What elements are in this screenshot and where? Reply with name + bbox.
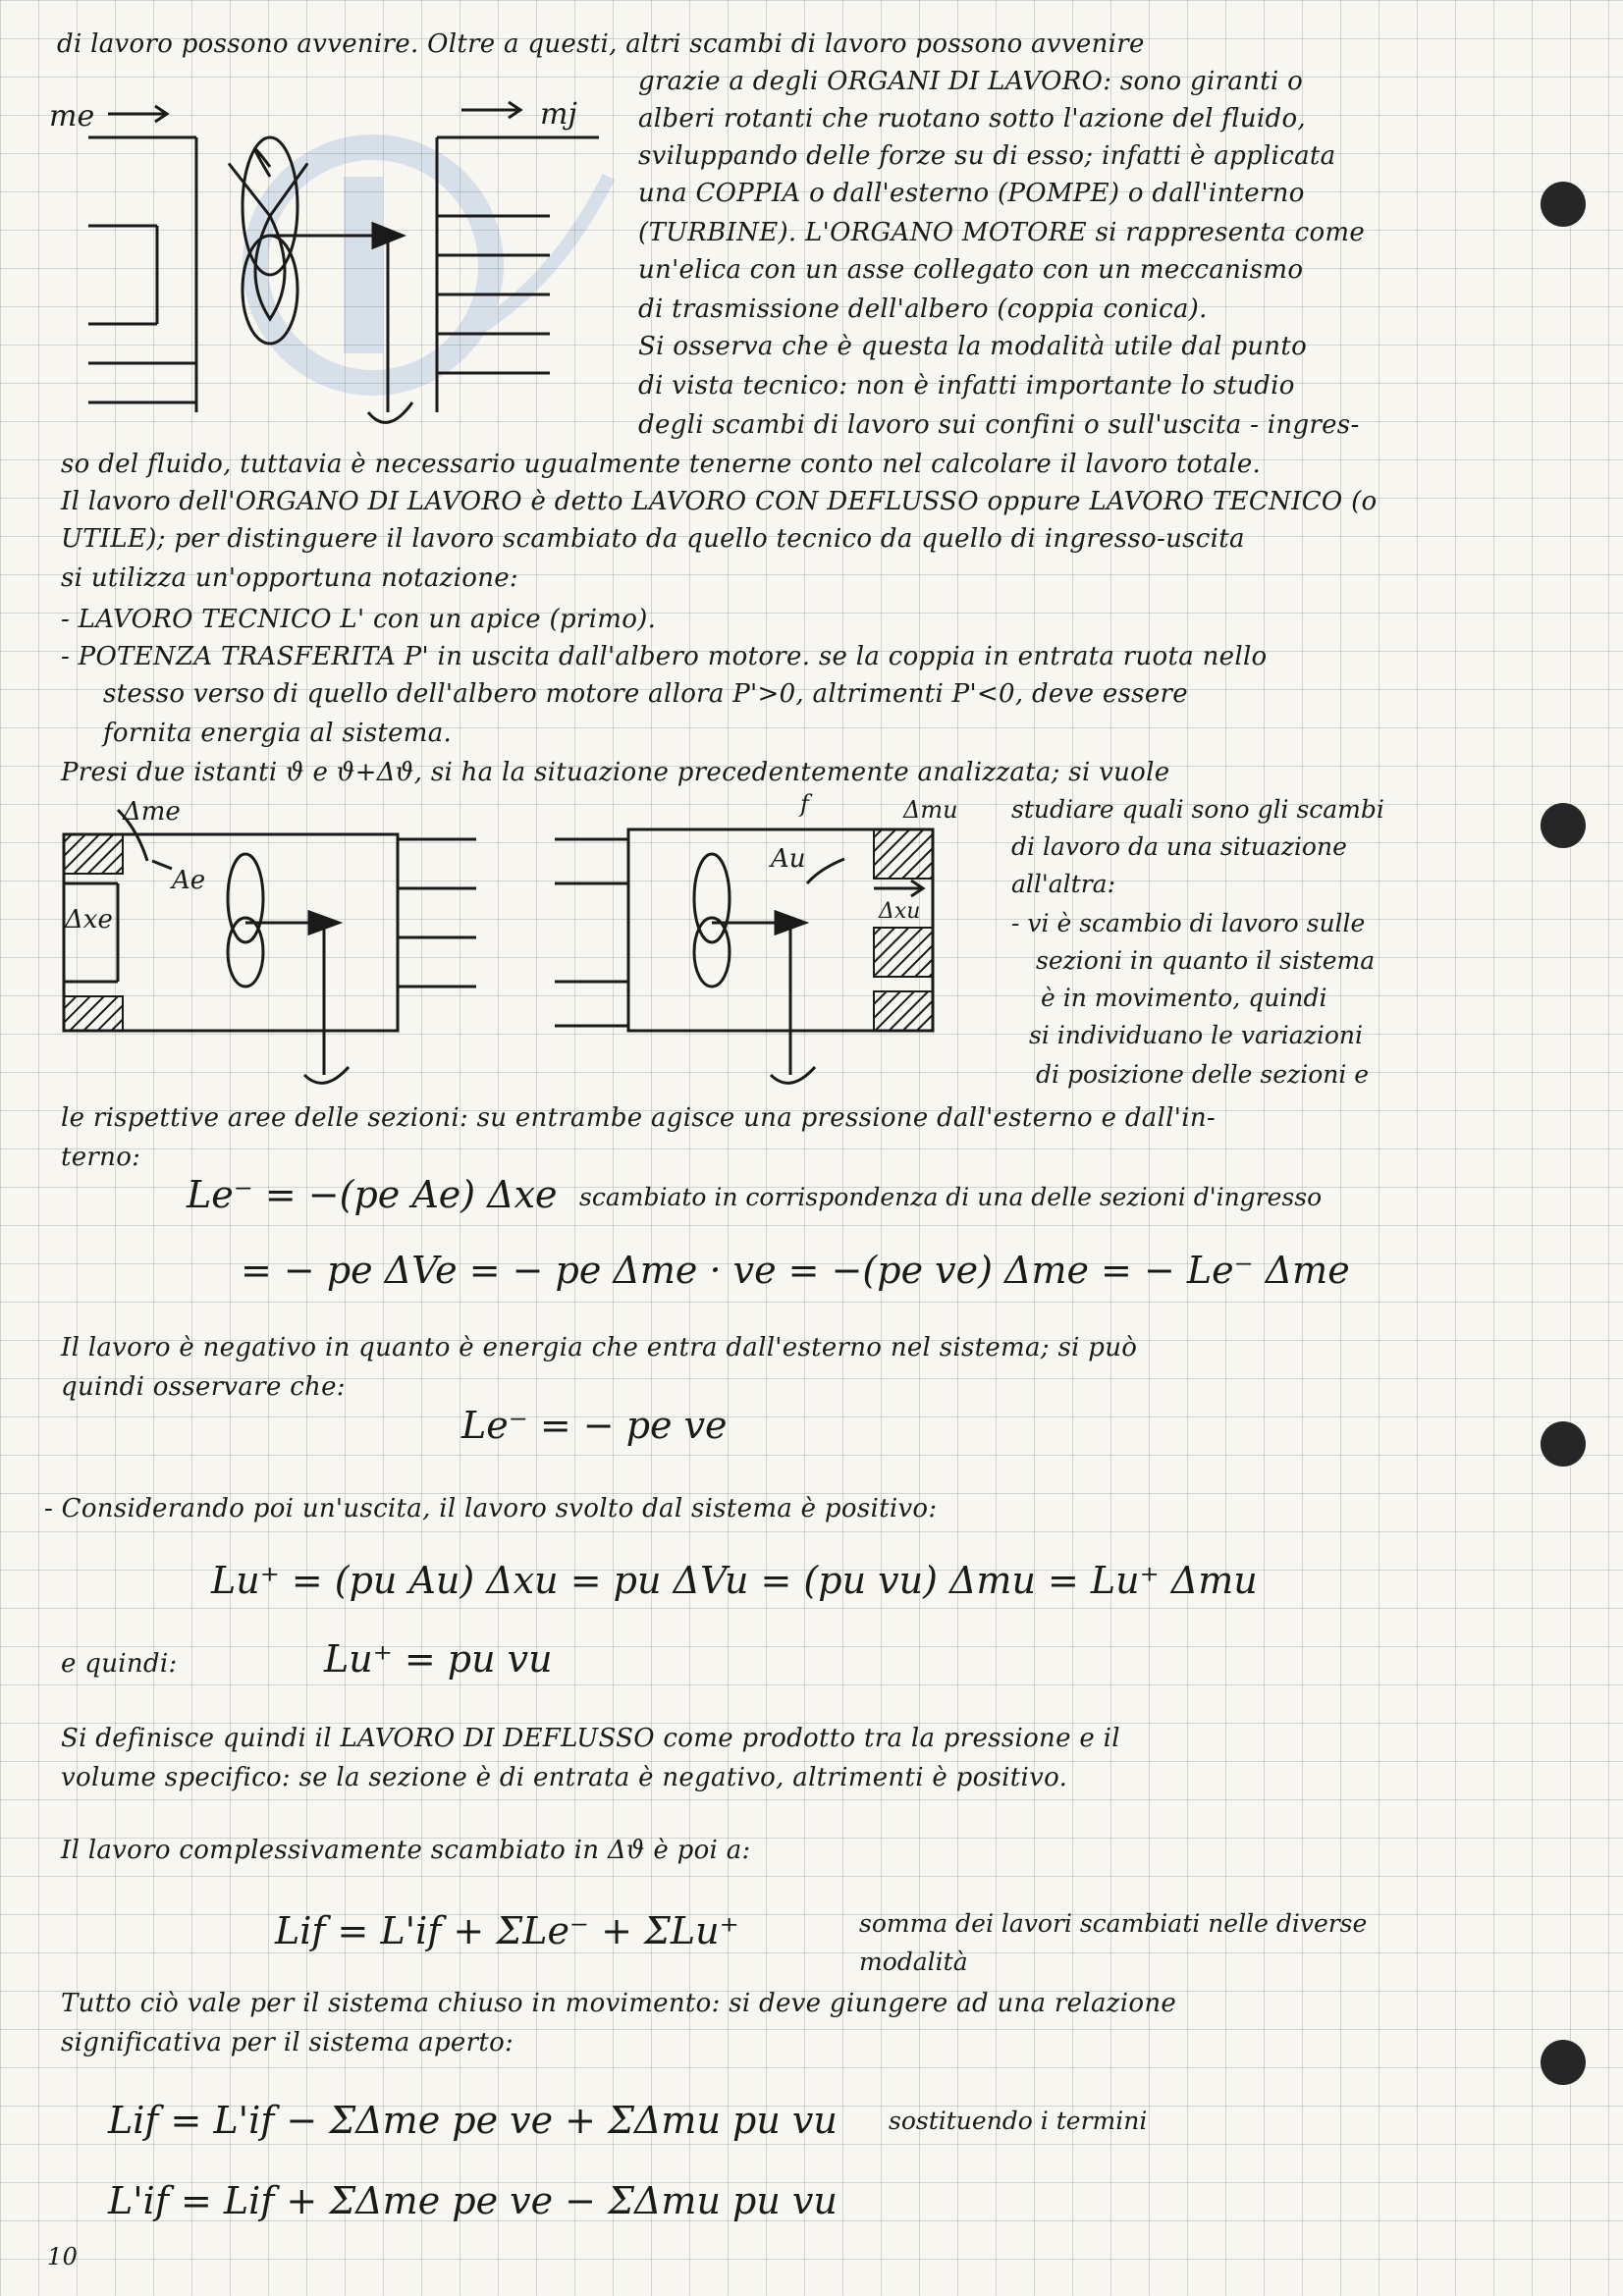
text-line-19: fornita energia al sistema. xyxy=(103,719,453,748)
equation-7: Lif = L'if − ΣΔme pe ve + ΣΔmu pu vu xyxy=(108,2099,838,2142)
left-delta-m-label: Δme xyxy=(123,797,181,827)
side-note-8: di posizione delle sezioni e xyxy=(1036,1060,1370,1089)
equation-6-note-1: somma dei lavori scambiati nelle diverse xyxy=(859,1909,1368,1938)
text-line-13: Il lavoro dell'ORGANO DI LAVORO è detto LAVORO CON DEFLUSSO oppure LAVORO TECNICO (o xyxy=(61,487,1378,516)
side-note-1: studiare quali sono gli scambi xyxy=(1011,795,1384,824)
equation-1-note: scambiato in corrispondenza di una delle sezioni d'ingresso xyxy=(579,1183,1323,1211)
text-line-09: Si osserva che è questa la modalità utile dal punto xyxy=(638,332,1308,361)
text-line-27: Si definisce quindi il LAVORO DI DEFLUSSO come prodotto tra la pressione e il xyxy=(61,1724,1120,1753)
binder-hole-1 xyxy=(1541,182,1586,227)
side-note-7: si individuano le variazioni xyxy=(1029,1021,1364,1049)
text-line-16: - LAVORO TECNICO L' con un apice (primo). xyxy=(61,605,657,634)
side-note-5: sezioni in quanto il sistema xyxy=(1036,946,1376,975)
equation-6-note-2: modalità xyxy=(859,1948,968,1976)
text-line-06: (TURBINE). L'ORGANO MOTORE si rappresenta come xyxy=(638,218,1366,247)
binder-hole-4 xyxy=(1541,2040,1586,2085)
text-line-03: alberi rotanti che ruotano sotto l'azione del fluido, xyxy=(638,104,1306,133)
text-line-20: Presi due istanti ϑ e ϑ+Δϑ, si ha la situazione precedentemente analizzata; si vuole xyxy=(61,758,1170,787)
text-line-04: sviluppando delle forze su di esso; infatti è applicata xyxy=(638,141,1336,171)
side-note-4: - vi è scambio di lavoro sulle xyxy=(1011,909,1366,937)
right-delta-x-label: Δxu xyxy=(879,899,921,924)
diagram-two-instants xyxy=(59,790,1001,1104)
text-line-21: le rispettive aree delle sezioni: su entrambe agisce una pressione dall'esterno e dall'in- xyxy=(61,1103,1216,1133)
text-line-05: una COPPIA o dall'esterno (POMPE) o dall'interno xyxy=(638,179,1305,208)
text-line-08: di trasmissione dell'albero (coppia conica). xyxy=(638,294,1208,324)
equation-5: Lu⁺ = pu vu xyxy=(324,1637,553,1681)
text-line-07: un'elica con un asse collegato con un meccanismo xyxy=(638,255,1304,285)
equation-8: L'if = Lif + ΣΔme pe ve − ΣΔmu pu vu xyxy=(108,2179,838,2222)
text-line-25: - Considerando poi un'uscita, il lavoro svolto dal sistema è positivo: xyxy=(44,1494,938,1523)
side-note-2: di lavoro da una situazione xyxy=(1011,832,1347,861)
text-line-15: si utilizza un'opportuna notazione: xyxy=(61,563,518,593)
text-line-14: UTILE); per distinguere il lavoro scambiato da quello tecnico da quello di ingresso-uscita xyxy=(61,524,1245,554)
side-note-6: è in movimento, quindi xyxy=(1041,984,1327,1012)
right-top-mark: f xyxy=(800,790,809,818)
inlet-label: me xyxy=(49,99,95,133)
text-line-02: grazie a degli ORGANI DI LAVORO: sono giranti o xyxy=(638,67,1304,96)
text-line-12: so del fluido, tuttavia è necessario ugualmente tenerne conto nel calcolare il lavoro totale. xyxy=(61,450,1262,479)
equation-6: Lif = L'if + ΣLe⁻ + ΣLu⁺ xyxy=(275,1909,739,1952)
outlet-label: mj xyxy=(540,97,577,132)
text-line-11: degli scambi di lavoro sui confini o sull'uscita - ingres- xyxy=(638,410,1360,440)
text-line-28: volume specifico: se la sezione è di entrata è negativo, altrimenti è positivo. xyxy=(61,1763,1068,1792)
right-area-label: Au xyxy=(771,844,806,874)
side-note-3: all'altra: xyxy=(1011,870,1115,898)
left-area-label: Ae xyxy=(172,866,206,895)
left-delta-x-label: Δxe xyxy=(65,905,113,934)
binder-hole-2 xyxy=(1541,803,1586,848)
text-line-29: Il lavoro complessivamente scambiato in Δϑ è poi a: xyxy=(61,1836,751,1865)
text-line-10: di vista tecnico: non è infatti importante lo studio xyxy=(638,371,1295,400)
equation-3: Le⁻ = − pe ve xyxy=(461,1404,728,1447)
text-line-17: - POTENZA TRASFERITA P' in uscita dall'albero motore. se la coppia in entrata ruota nello xyxy=(61,642,1268,671)
text-line-24: quindi osservare che: xyxy=(61,1372,346,1402)
equation-1: Le⁻ = −(pe Ae) Δxe xyxy=(187,1173,558,1216)
text-line-31: significativa per il sistema aperto: xyxy=(61,2028,514,2057)
right-delta-m-label: Δmu xyxy=(903,796,958,824)
text-line-26: e quindi: xyxy=(61,1649,178,1679)
equation-2: = − pe ΔVe = − pe Δme · ve = −(pe ve) Δme = − Le⁻ Δme xyxy=(241,1249,1350,1292)
text-line-18: stesso verso di quello dell'albero motore allora P'>0, altrimenti P'<0, deve essere xyxy=(103,679,1188,709)
equation-4: Lu⁺ = (pu Au) Δxu = pu ΔVu = (pu vu) Δmu = Lu⁺ Δmu xyxy=(211,1559,1258,1602)
text-line-23: Il lavoro è negativo in quanto è energia che entra dall'esterno nel sistema; si può xyxy=(61,1333,1138,1362)
page-number: 10 xyxy=(47,2243,79,2270)
text-line-01: di lavoro possono avvenire. Oltre a questi, altri scambi di lavoro possono avvenire xyxy=(57,29,1145,59)
diagram-turbine-open-system xyxy=(49,88,638,442)
text-line-22: terno: xyxy=(61,1143,141,1172)
text-line-30: Tutto ciò vale per il sistema chiuso in movimento: si deve giungere ad una relazione xyxy=(61,1989,1177,2018)
binder-hole-3 xyxy=(1541,1421,1586,1467)
equation-7-note: sostituendo i termini xyxy=(889,2107,1148,2135)
